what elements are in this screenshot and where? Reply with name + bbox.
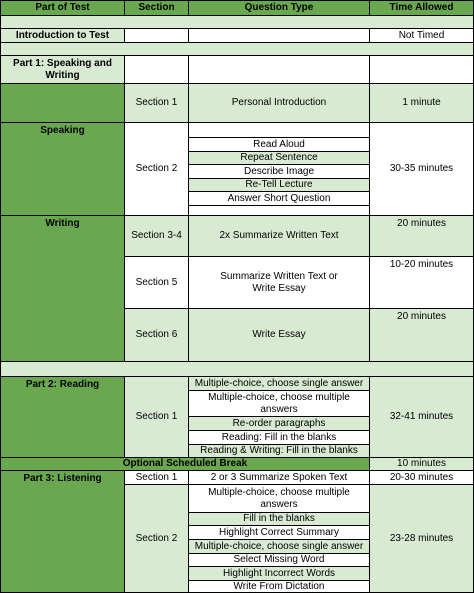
part3-s1-type: 2 or 3 Summarize Spoken Text: [188, 470, 370, 485]
part1-title-time: [369, 55, 474, 84]
part3-s2-type: Highlight Correct Summary: [189, 525, 369, 539]
part2-type: Multiple-choice, choose single answer: [189, 377, 369, 390]
part1-s1-part-cell: [0, 83, 125, 123]
part3-s2-type: Select Missing Word: [189, 553, 369, 566]
part1-s2-type: Repeat Sentence: [189, 151, 369, 164]
part3-s2-type: Highlight Incorrect Words: [189, 566, 369, 580]
part3-s2-type: Write From Dictation: [189, 580, 369, 592]
part1-s34-type: 2x Summarize Written Text: [188, 215, 370, 257]
header-question-type: Question Type: [188, 0, 370, 16]
part2-types: [188, 376, 370, 458]
spacer-row: [0, 42, 474, 56]
break-time: 10 minutes: [369, 457, 474, 471]
part3-s1-time: 20-30 minutes: [369, 470, 474, 485]
part1-s6-section: Section 6: [124, 308, 189, 362]
part1-s5-section: Section 5: [124, 256, 189, 309]
part1-s2-time: 30-35 minutes: [369, 122, 474, 216]
part1-title: Part 1: Speaking and Writing: [0, 55, 125, 84]
part1-s2-type: Answer Short Question: [189, 191, 369, 205]
part1-s1-section: Section 1: [124, 83, 189, 123]
part1-s34-time: 20 minutes: [369, 215, 474, 257]
part1-s1-type: Personal Introduction: [188, 83, 370, 123]
part1-s34-section: Section 3-4: [124, 215, 189, 257]
intro-part: Introduction to Test: [0, 28, 125, 43]
intro-time: Not Timed: [369, 28, 474, 43]
part1-title-section: [124, 55, 189, 84]
part3-title: Part 3: Listening: [0, 470, 125, 593]
part3-s1-section: Section 1: [124, 470, 189, 485]
spacer-row: [0, 15, 474, 29]
part2-title: Part 2: Reading: [0, 376, 125, 458]
header-time-allowed: Time Allowed: [369, 0, 474, 16]
part1-s2-type-spacer: [189, 205, 369, 215]
part3-s2-types: [188, 484, 370, 593]
part3-s2-type: Multiple-choice, choose multiple answers: [189, 485, 369, 512]
intro-question-type: [188, 28, 370, 43]
header-part: Part of Test: [0, 0, 125, 16]
part1-s2-type: Describe Image: [189, 164, 369, 178]
part1-s5-time: 10-20 minutes: [369, 256, 474, 309]
spacer-row: [0, 361, 474, 377]
part2-type: Reading & Writing: Fill in the blanks: [189, 444, 369, 457]
part1-s1-time: 1 minute: [369, 83, 474, 123]
part3-s2-type: Multiple-choice, choose single answer: [189, 539, 369, 553]
intro-section: [124, 28, 189, 43]
part3-s2-type: Fill in the blanks: [189, 512, 369, 525]
part3-s2-section: Section 2: [124, 484, 189, 593]
part1-s6-time: 20 minutes: [369, 308, 474, 362]
part3-s2-time: 23-28 minutes: [369, 484, 474, 593]
header-section: Section: [124, 0, 189, 16]
part1-s6-type: Write Essay: [188, 308, 370, 362]
break-label: Optional Scheduled Break: [0, 457, 370, 471]
part1-s5-type: Summarize Written Text or Write Essay: [188, 256, 370, 309]
part2-type: Re-order paragraphs: [189, 416, 369, 430]
part1-s2-type: Read Aloud: [189, 137, 369, 151]
part1-s2-type-spacer: [189, 123, 369, 137]
part1-title-type: [188, 55, 370, 84]
part2-type: Multiple-choice, choose multiple answers: [189, 390, 369, 416]
writing-label: Writing: [0, 215, 125, 362]
part2-type: Reading: Fill in the blanks: [189, 430, 369, 444]
part1-s2-types: [188, 122, 370, 216]
part1-s2-section: Section 2: [124, 122, 189, 216]
part1-s2-type: Re-Tell Lecture: [189, 178, 369, 191]
part2-time: 32-41 minutes: [369, 376, 474, 458]
part2-section: Section 1: [124, 376, 189, 458]
speaking-label: Speaking: [0, 122, 125, 216]
